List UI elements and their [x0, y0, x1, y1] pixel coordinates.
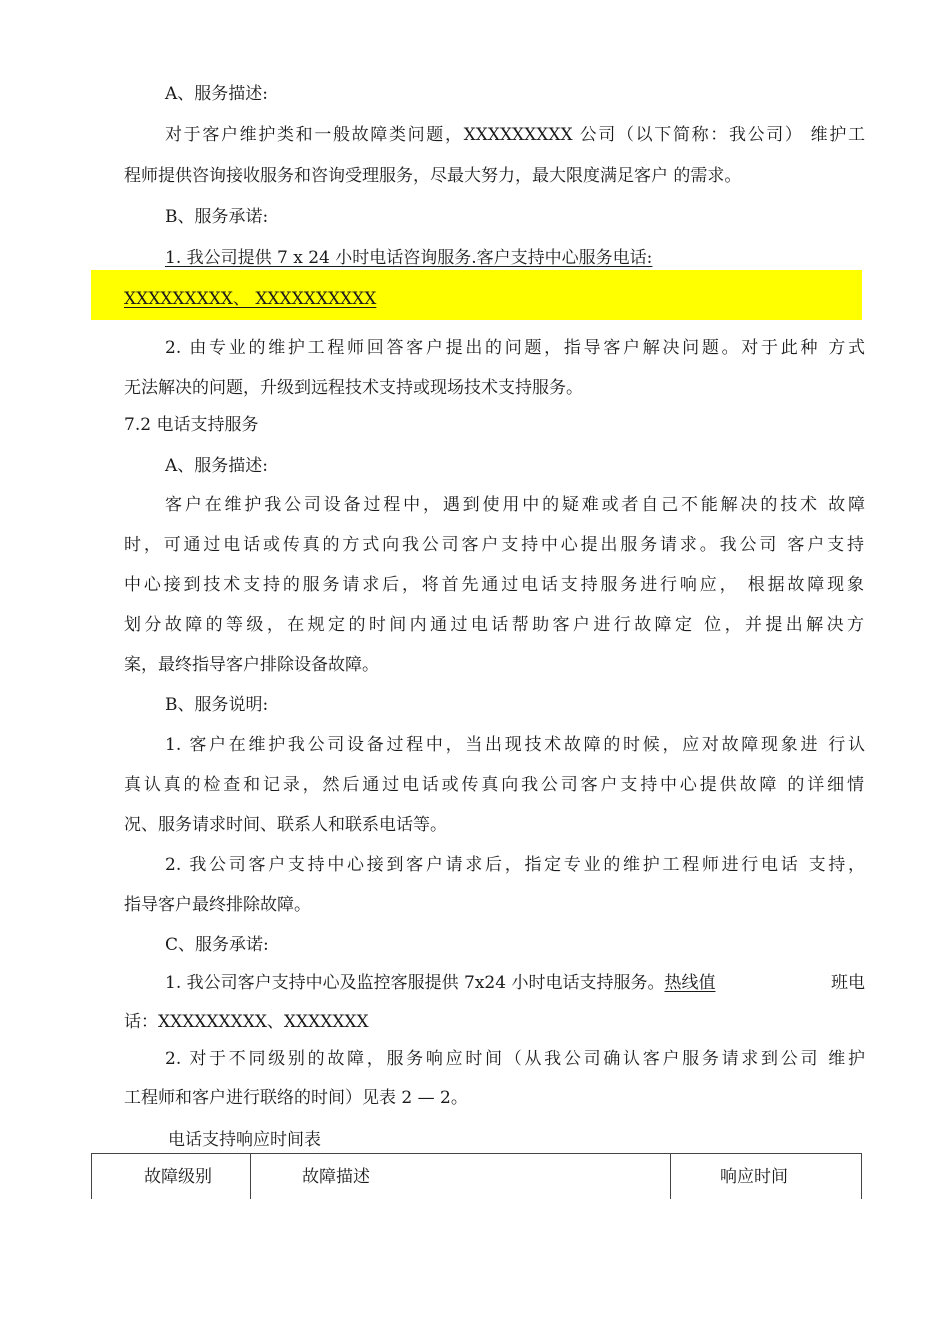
paragraph-line: 话：XXXXXXXXX、XXXXXXX	[124, 1012, 369, 1032]
paragraph-line: 程师提供咨询接收服务和咨询受理服务，尽最大努力，最大限度满足客户 的需求。	[124, 166, 742, 186]
table-caption: 电话支持响应时间表	[168, 1130, 321, 1150]
section-a-heading: A、服务描述:	[165, 456, 269, 476]
section-b-heading: B、服务承诺:	[165, 207, 269, 227]
paragraph-line: 案，最终指导客户排除设备故障。	[124, 655, 379, 675]
table-header-cell: 故障描述	[302, 1167, 370, 1187]
underlined-text: 热线值	[664, 973, 716, 993]
section-c-heading: C、服务承诺:	[165, 935, 269, 955]
table-header-cell: 响应时间	[720, 1167, 788, 1187]
paragraph-line: 1. 客户在维护我公司设备过程中，当出现技术故障的时候，应对故障现象进 行认	[165, 735, 865, 755]
response-time-table	[91, 1153, 862, 1199]
paragraph-line: 况、服务请求时间、联系人和联系电话等。	[124, 815, 447, 835]
paragraph-line: 真认真的检查和记录，然后通过电话或传真向我公司客户支持中心提供故障 的详细情	[124, 775, 864, 795]
paragraph-line	[165, 971, 865, 995]
paragraph-line: 客户在维护我公司设备过程中，遇到使用中的疑难或者自己不能解决的技术 故障	[165, 495, 865, 515]
line-text: 1. 我公司客户支持中心及监控客服提供 7x24 小时电话支持服务。	[165, 973, 665, 993]
line-text: 班电	[831, 973, 865, 993]
section-a-heading: A、服务描述:	[165, 84, 269, 104]
table-divider	[670, 1154, 671, 1199]
paragraph-line: 对于客户维护类和一般故障类问题，XXXXXXXXX 公司（以下简称：我公司） 维护工	[165, 125, 865, 145]
commitment-item-1-line: 1. 我公司提供 7 x 24 小时电话咨询服务.客户支持中心服务电话:	[165, 248, 653, 268]
paragraph-line: 中心接到技术支持的服务请求后，将首先通过电话支持服务进行响应， 根据故障现象	[124, 575, 864, 595]
table-header-cell: 故障级别	[144, 1167, 212, 1187]
paragraph-line: 工程师和客户进行联络的时间）见表 2 — 2。	[124, 1088, 468, 1108]
section-b-heading: B、服务说明:	[165, 695, 269, 715]
paragraph-line: 2. 对于不同级别的故障，服务响应时间（从我公司确认客户服务请求到公司 维护	[165, 1049, 865, 1069]
paragraph-line: 2. 由专业的维护工程师回答客户提出的问题，指导客户解决问题。对于此种 方式	[165, 338, 865, 358]
hotline-numbers: XXXXXXXXX、 XXXXXXXXXX	[124, 289, 377, 309]
paragraph-line: 2. 我公司客户支持中心接到客户请求后，指定专业的维护工程师进行电话 支持，	[165, 855, 865, 875]
paragraph-line: 时，可通过电话或传真的方式向我公司客户支持中心提出服务请求。我公司 客户支持	[124, 535, 864, 555]
paragraph-line: 划分故障的等级，在规定的时间内通过电话帮助客户进行故障定 位，并提出解决方	[124, 615, 864, 635]
table-divider	[250, 1154, 251, 1199]
paragraph-line: 指导客户最终排除故障。	[124, 895, 311, 915]
section-title: 7.2 电话支持服务	[124, 415, 259, 435]
paragraph-line: 无法解决的问题，升级到远程技术支持或现场技术支持服务。	[124, 378, 583, 398]
